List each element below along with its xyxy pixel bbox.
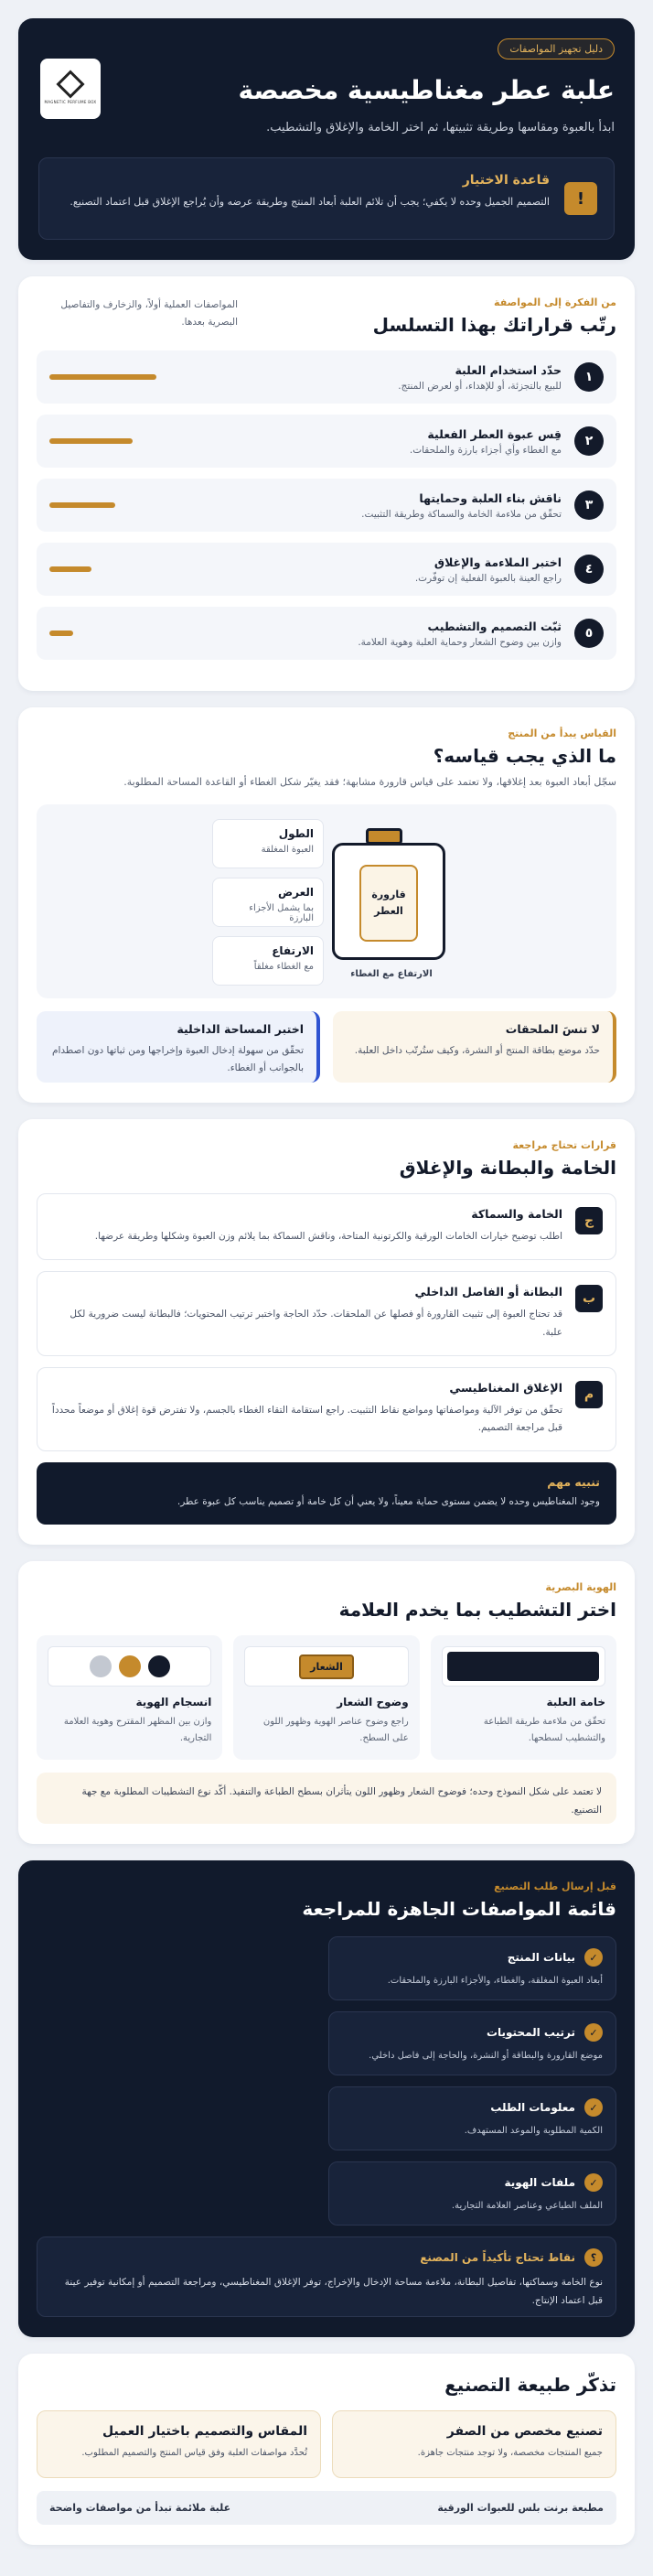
step-number: ١ (574, 362, 604, 392)
material-list (37, 1193, 616, 1452)
step-desc: وازن بين وضوح الشعار وحماية العلبة وهوية العلامة. (358, 636, 562, 648)
identity-kicker: الهوية البصرية (545, 1581, 616, 1594)
identity-title: اختر التشطيب بما يخدم العلامة (338, 1599, 616, 1622)
check-icon: ✓ (584, 2098, 603, 2117)
step-desc: للبيع بالتجزئة، أو للإهداء، أو لعرض المنتج. (398, 380, 562, 392)
bottle-caption: الارتفاع مع الغطاء (350, 968, 433, 979)
checklist-item (328, 2086, 616, 2150)
page-title: علبة عطر مغناطيسية مخصصة (238, 75, 615, 105)
bottle-cap (366, 828, 402, 845)
step-title: اختبر الملاءمة والإغلاق (434, 555, 562, 569)
checklist-item-desc: أبعاد العبوة المغلقة، والغطاء، والأجزاء البارزة والملحقات. (387, 1976, 603, 1987)
identity-section (18, 1561, 635, 1844)
checklist-item (328, 2011, 616, 2075)
step-title: قِس عبوة العطر الفعلية (427, 426, 562, 441)
material-item-title: الإغلاق المغناطيسي (449, 1380, 562, 1395)
exclamation-icon: ! (564, 182, 597, 215)
material-item-title: البطانة أو الفاصل الداخلي (414, 1284, 562, 1299)
material-item-title: الخامة والسماكة (471, 1206, 562, 1221)
dim-length: الطول العبوة المغلقة (212, 819, 324, 868)
step-progress-bar (49, 566, 91, 572)
step-progress-bar (49, 631, 73, 636)
material-item-desc: قد تحتاج العبوة إلى تثبيت القارورة أو فصلها عن الملحقات. حدّد الحاجة واختبر ترتيب المحتويات؛ فالبطانة ليست ضرورية لكل علبة. (70, 1308, 562, 1338)
rule-title: قاعدة الاختيار (462, 173, 550, 188)
hero-section (18, 18, 635, 260)
step-item (37, 415, 616, 468)
identity-note: لا تعتمد على شكل النموذج وحده؛ فوضوح الشعار وظهور اللون يتأثران بسطح الطباعة والتنفيذ. أكّد نوع التشطيبات المطلوبة مع جهة التصنيع. (37, 1773, 616, 1824)
custom-from-scratch-card: تصنيع مخصص من الصفر جميع المنتجات مخصصة، ولا توجد منتجات جاهزة. (332, 2410, 616, 2478)
accessories-note: لا تنسَ الملحقات حدّد موضع بطاقة المنتج أو النشرة، وكيف ستُرتّب داخل العلبة. (333, 1011, 616, 1083)
bottle-label: قارورة العطر (359, 865, 418, 942)
measure-diagram (37, 804, 616, 998)
material-item-desc: اطلب توضيح خيارات الخامات الورقية والكرتونية المتاحة، وناقش السماكة بما يلائم وزن العبوة وشكلها وطريقة عرضها. (94, 1230, 562, 1242)
remember-section (18, 2354, 635, 2545)
step-number: ٢ (574, 426, 604, 456)
client-size-design-card: المقاس والتصميم باختيار العميل تُحدَّد مواصفات العلبة وفق قياس المنتج والتصميم المطلوب. (37, 2410, 321, 2478)
dim-height: الارتفاع مع الغطاء مغلقاً (212, 936, 324, 986)
finish-card-identity-harmony: انسجام الهوية وازن بين المظهر المقترح وهوية العلامة التجارية. (37, 1635, 222, 1760)
measure-subtitle: سجّل أبعاد العبوة بعد إغلاقها، ولا تعتمد على قياس قارورة مشابهة؛ فقد يغيّر شكل الغطاء أو القاعدة المساحة المطلوبة. (123, 776, 616, 788)
step-item (37, 350, 616, 404)
remember-title: تذكّر طبيعة التصنيع (444, 2374, 616, 2397)
material-kicker: قرارات تحتاج مراجعة (512, 1138, 616, 1151)
checklist-item-title: بيانات المنتج (507, 1951, 575, 1965)
page-subtitle: ابدأ بالعبوة ومقاسها وطريقة تثبيتها، ثم اختر الخامة والإغلاق والتشطيب. (266, 121, 615, 135)
step-desc: راجع العينة بالعبوة الفعلية إن توفّرت. (414, 572, 562, 584)
step-title: حدّد استخدام العلبة (455, 362, 562, 377)
important-warning: تنبيه مهم وجود المغناطيس وحده لا يضمن مستوى حماية معيناً، ولا يعني أن كل خامة أو تصميم يناسب كل عبوة عطر. (37, 1462, 616, 1525)
material-item (37, 1367, 616, 1452)
check-icon: ✓ (584, 2023, 603, 2042)
material-item (37, 1193, 616, 1260)
inner-space-note: اختبر المساحة الداخلية تحقّق من سهولة إدخال العبوة وإخراجها ومن ثباتها دون اصطدام بالجوانب أو الغطاء. (37, 1011, 320, 1083)
step-item (37, 607, 616, 660)
steps-note: المواصفات العملية أولاً، والزخارف والتفاصيل البصرية بعدها. (60, 299, 238, 328)
step-item (37, 543, 616, 596)
logo-chip: الشعار (299, 1654, 354, 1679)
logo-mark-icon (56, 70, 84, 98)
step-number: ٥ (574, 619, 604, 648)
step-desc: تحقّق من ملاءمة الخامة والسماكة وطريقة التثبيت. (361, 508, 562, 520)
checklist-item-title: ملفات الهوية (504, 2176, 575, 2190)
selection-rule-box (38, 157, 615, 240)
material-section (18, 1119, 635, 1546)
step-title: ثبّت التصميم والتشطيب (427, 619, 562, 633)
finish-card-logo-clarity: الشعار وضوح الشعار راجع وضوح عناصر الهوية وظهور اللون على السطح. (233, 1635, 419, 1760)
dim-width: العرض بما يشمل الأجزاء البارزة (212, 878, 324, 927)
checklist-item (328, 1936, 616, 2000)
step-progress-bar (49, 502, 115, 508)
step-item (37, 479, 616, 532)
color-swatch (90, 1655, 112, 1677)
checklist-grid (37, 1936, 616, 2226)
logo-text: MAGNETIC PERFUME BOX (44, 99, 97, 104)
dark-surface-swatch (447, 1652, 599, 1681)
checklist-kicker: قبل إرسال طلب التصنيع (494, 1881, 616, 1893)
question-icon: ؟ (584, 2248, 603, 2267)
checklist-item (328, 2161, 616, 2226)
checklist-item-title: معلومات الطلب (490, 2101, 575, 2115)
step-number: ٤ (574, 555, 604, 584)
step-desc: مع الغطاء وأي أجزاء بارزة والملحقات. (409, 444, 562, 456)
finish-card-box-material: خامة العلبة تحقّق من ملاءمة طريقة الطباعة والتشطيب لسطحها. (431, 1635, 616, 1760)
checklist-item-desc: الكمية المطلوبة والموعد المستهدف. (464, 2126, 603, 2137)
color-swatch (119, 1655, 141, 1677)
step-progress-bar (49, 374, 156, 380)
material-item-desc: تحقّق من توفر الآلية ومواصفاتها ومواضع نقاط التثبيت. راجع استقامة التقاء الغطاء بالجسم، ولا تفترض قوة إغلاق أو موضعاً محدداً قبل مراجعة التصميم. (51, 1404, 562, 1434)
letter-badge-icon: م (575, 1381, 603, 1408)
step-title: ناقش بناء العلبة وحمايتها (419, 490, 562, 505)
color-swatches (48, 1646, 211, 1687)
steps-section (18, 276, 635, 691)
checklist-item-desc: موضع القارورة والبطاقة أو النشرة، والحاجة إلى فاصل داخلي. (369, 2051, 603, 2062)
checklist-item-title: ترتيب المحتويات (486, 2026, 575, 2040)
footer-tagline: علبة ملائمة تبدأ من مواصفات واضحة (49, 2502, 231, 2515)
step-progress-bar (49, 438, 133, 444)
material-item (37, 1271, 616, 1356)
printer-name: مطبعة برنت بلس للعبوات الورقية (437, 2502, 604, 2515)
checklist-title: قائمة المواصفات الجاهزة للمراجعة (302, 1898, 616, 1921)
guide-pill: دليل تجهيز المواصفات (498, 38, 615, 59)
measure-title: ما الذي يجب قياسه؟ (433, 745, 616, 767)
measure-kicker: القياس يبدأ من المنتج (508, 728, 616, 739)
footer-bar (37, 2491, 616, 2525)
checklist-item-desc: الملف الطباعي وعناصر العلامة التجارية. (451, 2201, 603, 2212)
material-title: الخامة والبطانة والإغلاق (399, 1156, 616, 1179)
steps-title: رتّب قراراتك بهذا التسلسل (372, 314, 616, 336)
brand-logo (40, 59, 101, 119)
steps-kicker: من الفكرة إلى المواصفة (494, 296, 616, 308)
factory-confirm-box: ؟ نقاط تحتاج تأكيداً من المصنع نوع الخامة وسماكتها، تفاصيل البطانة، ملاءمة مساحة الإدخال والإخراج، توفر الإغلاق المغناطيسي، ومراجعة التصميم أو إمكانية توفير عينة قبل اعتماد الإنتاج. (37, 2236, 616, 2317)
measure-section (18, 707, 635, 1103)
checklist-section (18, 1860, 635, 2337)
color-swatch (148, 1655, 170, 1677)
step-number: ٣ (574, 490, 604, 520)
steps-list (37, 350, 616, 660)
letter-badge-icon: ب (575, 1285, 603, 1312)
letter-badge-icon: ج (575, 1207, 603, 1234)
check-icon: ✓ (584, 2173, 603, 2192)
rule-text: التصميم الجميل وحده لا يكفي؛ يجب أن تلائم العلبة أبعاد المنتج وطريقة عرضه وأن يُراجع الإغلاق قبل اعتماد التصنيع. (70, 196, 550, 208)
check-icon: ✓ (584, 1948, 603, 1967)
